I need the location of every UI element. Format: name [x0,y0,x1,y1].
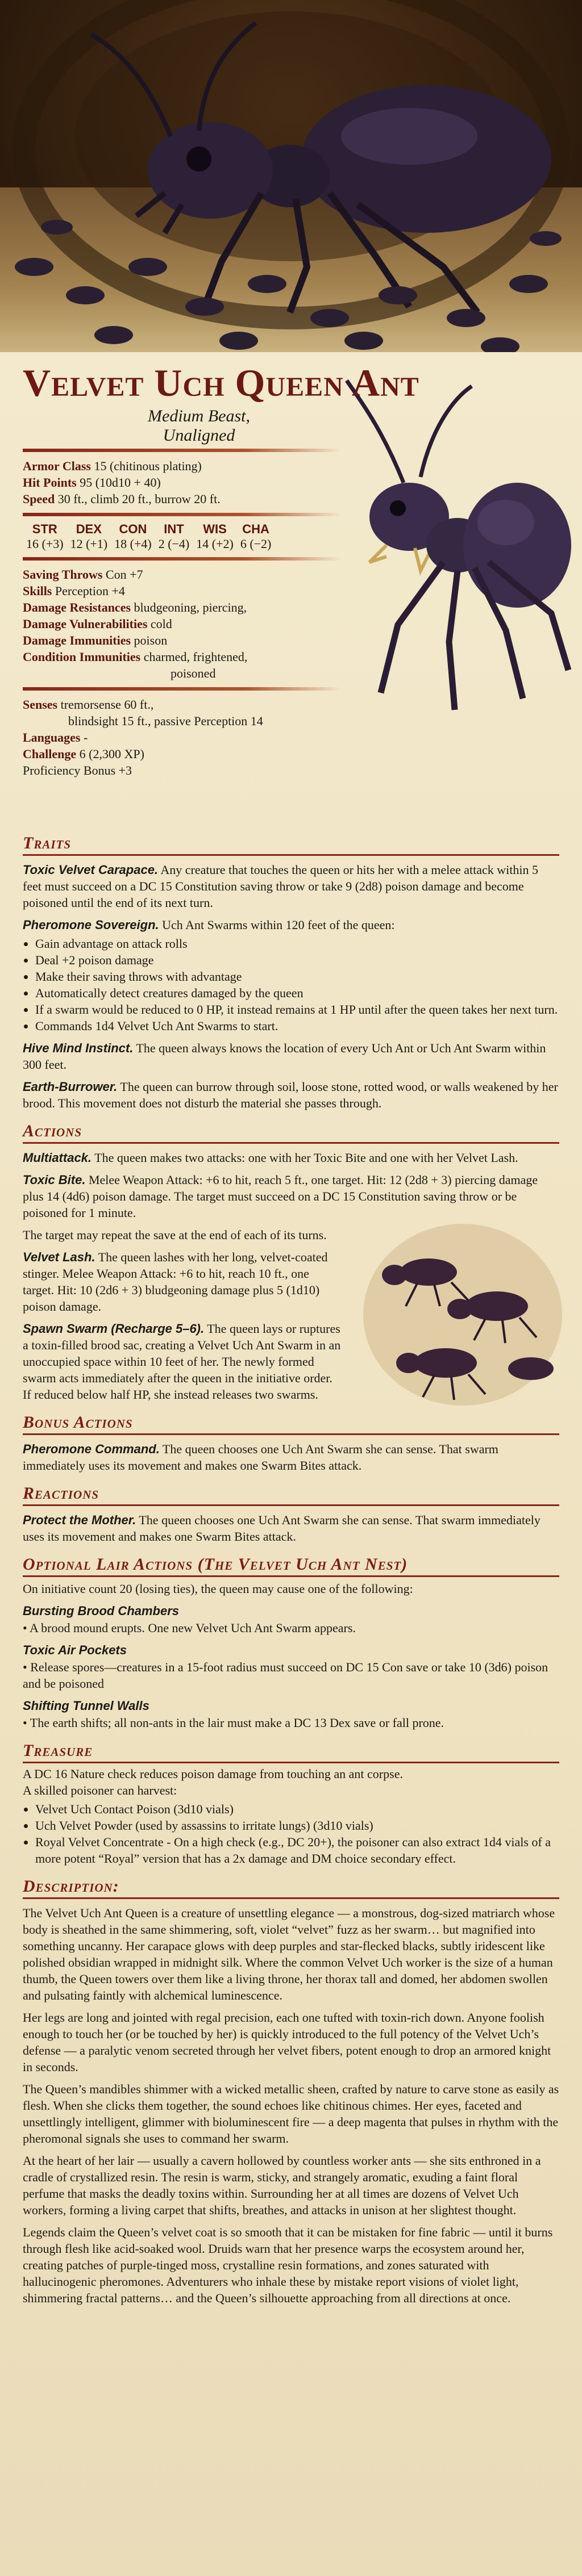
trait-pheromone-sovereign: Pheromone Sovereign. Uch Ant Swarms within 120 feet of the queen: [23,918,395,932]
queen-ant-hero-art [0,0,582,352]
list-item: • Uch Velvet Powder (used by assassins to irritate lungs) (3d10 vials) [35,1817,559,1834]
saving-throws: Saving Throws Con +7 [23,567,143,582]
hero-illustration [0,0,582,352]
lair-item-name: Shifting Tunnel Walls [23,1699,149,1713]
bonus-actions-heading: Bonus Actions [23,1413,559,1435]
list-item: • Automatically detect creatures damaged by the queen [35,985,559,1001]
treasure-heading: Treasure [23,1741,559,1763]
divider [23,513,341,516]
lair-item-name: Toxic Air Pockets [23,1643,127,1657]
action-velvet-lash: Velvet Lash. The queen lashes with her long, velvet-coated stinger. Melee Weapon Attack: +6 to hit, reach 10 ft., one target. Hit: 10 (2d6 + 3) bludgeoning damage plus 5 (1d10) poison damage. [23,1250,328,1314]
size-type-line1: Medium Beast, [148,407,250,425]
trait-toxic-velvet: Toxic Velvet Carapace. Any creature that touches the queen or hits her with a melee attack within 5 feet must succeed on a DC 15 Constitution saving throw or take 9 (2d8) poison damage and become poisoned until the end of its next turn. [23,863,538,910]
list-item: • Deal +2 poison damage [35,952,559,968]
languages: Languages - [23,730,88,745]
damage-immunities: Damage Immunities poison [23,633,168,647]
list-item: • Commands 1d4 Velvet Uch Ant Swarms to start. [35,1018,559,1034]
ants-inset-illustration [360,1221,565,1408]
description-paragraph: At the heart of her lair — usually a cavern hollowed by countless worker ants — she sits enthroned in a cradle of crystallized resin. The resin is warm, sticky, and strangely aromatic, exuding a faint floral perfume that masks the deadly toxins within. Surrounding her at all times are dozens of Velvet Uch workers, forming a living carpet that shifts, breathes, and attacks in unison at her slightest thought. [23,2153,541,2217]
description-paragraph: Her legs are long and jointed with regal precision, each one tufted with toxin-rich down. Anyone foolish enough to touch her (or be touched by her) is quickly introduced to the full potency of the Velvet Uch’s defense — a paralytic venom secreted through her velvet fibers, potent enough to drop an armored knight in seconds. [23,2010,551,2074]
speed-value: 30 ft., climb 20 ft., burrow 20 ft. [57,492,221,506]
ability-value: 12 (+1) [70,537,108,551]
lair-actions-heading: Optional Lair Actions (The Velvet Uch Ant Nest) [23,1555,559,1577]
ability-value: 2 (−4) [158,537,190,551]
damage-vulnerabilities: Damage Vulnerabilities cold [23,617,172,631]
skills: Skills Perception +4 [23,584,125,598]
divider [23,557,341,561]
monster-name: Velvet Uch Queen Ant [23,361,419,404]
divider [23,449,341,452]
size-type-line2: Unaligned [163,426,235,445]
toxic-bite-repeat: The target may repeat the save at the end of each of its turns. [23,1228,327,1242]
traits-heading: Traits [23,834,559,856]
ability-header: CON [119,522,147,536]
trait-earth-burrower: Earth-Burrower. The queen can burrow through soil, loose stone, rotted wood, or walls weakened by her brood. This movement does not disturb the material she passes through. [23,1080,558,1110]
ability-value: 6 (−2) [240,537,272,551]
lair-item-text: • The earth shifts; all non-ants in the lair must make a DC 13 Dex save or fall prone. [23,1716,444,1730]
treasure-line: A DC 16 Nature check reduces poison damage from touching an ant corpse. [23,1767,403,1781]
trait-hive-mind: Hive Mind Instinct. The queen always knows the location of every Uch Ant or Uch Ant Swarm within 300 feet. [23,1041,546,1072]
proficiency-bonus: Proficiency Bonus +3 [23,763,132,777]
bonus-pheromone-command: Pheromone Command. The queen chooses one Uch Ant Swarm she can sense. That swarm immediately uses its movement and makes one Swarm Bites attack. [23,1442,498,1473]
ability-value: 16 (+3) [26,537,64,551]
ability-header: WIS [203,522,227,536]
armor-class: Armor Class 15 (chitinous plating) [23,459,202,473]
description-paragraph: The Queen’s mandibles shimmer with a wicked metallic sheen, crafted by nature to carve stone as easily as flesh. When she clicks them together, the sound echoes like chitinous chimes. Her eyes, faceted and unsettlingly intelligent, glimmer with bioluminescent fire — a deep magenta that pulses in rhythm with the pheromonal signals she uses to command her swarm. [23,2082,559,2146]
action-toxic-bite: Toxic Bite. Melee Weapon Attack: +6 to hit, reach 5 ft., one target. Hit: 12 (2d8 + 3) piercing damage plus 14 (4d6) poison damage. The target must succeed on a DC 15 Constitution saving throw or be poisoned for 1 minute. [23,1173,538,1220]
ability-value: 14 (+2) [196,537,234,551]
list-item: • Gain advantage on attack rolls [35,935,559,952]
actions-heading: Actions [23,1122,559,1144]
reactions-heading: Reactions [23,1484,559,1506]
ability-header: DEX [76,522,102,536]
lair-intro: On initiative count 20 (losing ties), the queen may cause one of the following: [23,1582,413,1596]
challenge: Challenge 6 (2,300 XP) [23,747,144,761]
list-item: • Make their saving throws with advantage [35,968,559,985]
description-paragraph: The Velvet Uch Ant Queen is a creature of unsettling elegance — a monstrous, dog-sized matriarch whose body is sheathed in the same shimmering, soft, violet “velvet” fuzz as her swarm… but magnified into something uncanny. Her carapace glows with deep purples and star-flecked blacks, subtly iridescent like polished obsidian wrapped in midnight silk. Where the common Velvet Uch worker is the size of a human thumb, the Queen towers over them like a living throne, her thorax tall and domed, her abdomen swollen and pulsating faintly with alchemical luminescence. [23,1906,555,2002]
ability-header: CHA [242,522,269,536]
list-item: • Royal Velvet Concentrate - On a high check (e.g., DC 20+), the poisoner can also extract 1d4 vials of a more potent “Royal” version that has a 2x damage and DM choice secondary effect. [35,1834,559,1867]
treasure-bullets [23,1801,559,1867]
stat-block-sheet [0,352,582,2576]
treasure-line: A skilled poisoner can harvest: [23,1783,177,1797]
action-multiattack: Multiattack. The queen makes two attacks: one with her Toxic Bite and one with her Velvet Lash. [23,1151,518,1165]
ability-value: 18 (+4) [114,537,152,551]
damage-resistances: Damage Resistances bludgeoning, piercing, [23,600,247,614]
pheromone-bullets [23,935,559,1034]
lair-item-text: • A brood mound erupts. One new Velvet Uch Ant Swarm appears. [23,1621,356,1635]
list-item: • Velvet Uch Contact Poison (3d10 vials) [35,1801,559,1817]
ability-scores [23,522,275,551]
speed: Speed 30 ft., climb 20 ft., burrow 20 ft. [23,492,221,506]
senses: Senses tremorsense 60 ft., [23,697,154,712]
lair-item-text: • Release spores—creatures in a 15-foot radius must succeed on DC 15 Con save or take 10 (3d6) poison and be poisoned [23,1660,548,1691]
condition-immunities-cont: poisoned [171,666,216,680]
ability-header: INT [164,522,184,536]
action-spawn-swarm: Spawn Swarm (Recharge 5–6). The queen lays or ruptures a toxin-filled brood sac, creating a Velvet Uch Ant Swarm in an unoccupied space within 10 feet of her. The newly formed swarm acts immediately after the queen in the initiative order. If reduced below half HP, she instead releases two swarms. [23,1322,341,1402]
hit-points: Hit Points 95 (10d10 + 40) [23,475,161,490]
divider [23,687,341,691]
description-body [23,1905,559,2306]
list-item: • If a swarm would be reduced to 0 HP, it instead remains at 1 HP until after the queen takes her next turn. [35,1001,559,1018]
senses-cont: blindsight 15 ft., passive Perception 14 [68,714,263,728]
condition-immunities: Condition Immunities charmed, frightened, [23,650,248,664]
ability-header: STR [32,522,57,536]
description-paragraph: Legends claim the Queen’s velvet coat is so smooth that it can be mistaken for fine fabric — until it burns through flesh like acid-soaked wool. Druids warn that her presence warps the ecosystem around her, creating patches of purple-tinged moss, crystalline resin formations, and zones saturated with hallucinogenic pheromones. Adventurers who inhale these by mistake report visions of violet light, shimmering fractal patterns… and the Queen’s silhouette approaching from all directions at once. [23,2225,553,2305]
description-heading: Description: [23,1877,559,1899]
reaction-protect-mother: Protect the Mother. The queen chooses one Uch Ant Swarm she can sense. That swarm immediately uses its movement and makes one Swarm Bites attack. [23,1513,541,1544]
lair-item-name: Bursting Brood Chambers [23,1604,180,1618]
